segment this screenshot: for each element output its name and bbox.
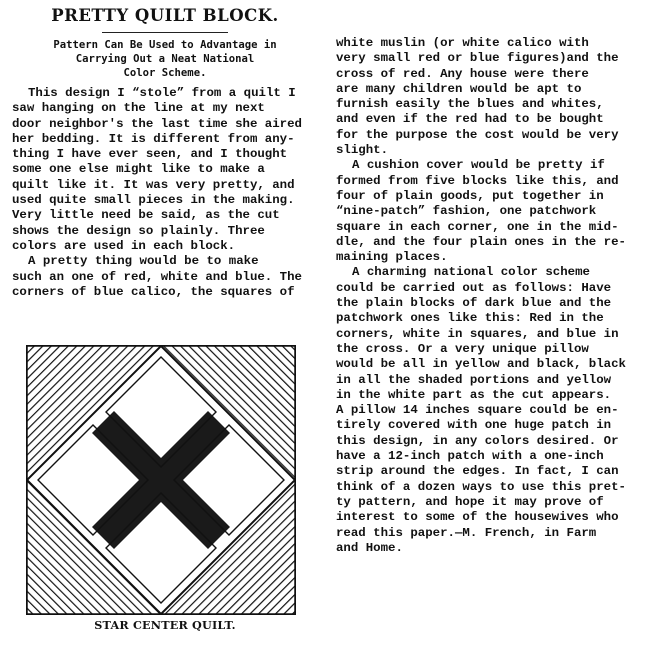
text-line: A pillow 14 inches square could be en- (336, 403, 619, 418)
text-line: furnish easily the blues and whites, (336, 97, 604, 112)
article-title: PRETTY QUILT BLOCK. (51, 6, 279, 25)
text-line: are many children would be apt to (336, 81, 582, 96)
text-line: saw hanging on the line at my next (12, 101, 265, 116)
subhead-line: Carrying Out a Neat National (75, 53, 255, 65)
right-column (336, 36, 642, 556)
text-line: read this paper.—M. French, in Farm (336, 525, 597, 540)
text-line: corners, white in squares, and blue in (336, 326, 619, 341)
paragraph (336, 265, 642, 556)
text-line: would be all in yellow and black, black (336, 357, 626, 372)
text-line: this design, in any colors desired. Or (336, 433, 619, 448)
text-line: colors are used in each block. (12, 238, 236, 253)
text-line: This design I “stole” from a quilt I (28, 86, 296, 100)
text-line: shows the design so plainly. Three (12, 223, 265, 238)
text-line: her bedding. It is different from any- (12, 131, 295, 146)
text-line: for the purpose the cost would be very (336, 127, 619, 142)
text-line: white muslin (or white calico with (336, 36, 589, 50)
text-line: A charming national color scheme (352, 265, 590, 280)
text-line: and even if the red had to be bought (336, 112, 604, 127)
text-line: door neighbor's the last time she aired (12, 116, 302, 131)
text-line: very small red or blue figures)and the (336, 51, 619, 66)
text-line: cross of red. Any house were there (336, 66, 589, 81)
text-line: think of a dozen ways to use this pret- (336, 479, 626, 494)
subhead-line: Color Scheme. (123, 67, 207, 79)
subhead-line: Pattern Can Be Used to Advantage in (53, 39, 277, 51)
text-line: formed from five blocks like this, and (336, 173, 619, 188)
text-line: quilt like it. It was very pretty, and (12, 177, 295, 192)
figure-caption: STAR CENTER QUILT. (94, 618, 236, 632)
text-line: A cushion cover would be pretty if (352, 158, 605, 173)
article-subhead (12, 38, 318, 80)
text-line: four of plain goods, put together in (336, 188, 604, 203)
text-line: dle, and the four plain ones in the re- (336, 234, 626, 249)
text-line: the cross. Or a very unique pillow (336, 341, 589, 356)
text-line: corners of blue calico, the squares of (12, 284, 295, 299)
text-line: A pretty thing would be to make (28, 254, 259, 269)
text-line: and Home. (336, 540, 403, 555)
text-line: “nine-patch” fashion, one patchwork (336, 204, 597, 219)
text-line: some one else might like to make a (12, 162, 265, 177)
text-line: Very little need be said, as the cut (12, 208, 280, 223)
text-line: thing I have ever seen, and I thought (12, 147, 288, 162)
paragraph (336, 36, 642, 158)
right-body-text (336, 36, 642, 556)
text-line: patchwork ones like this: Red in the (336, 311, 604, 326)
text-line: slight. (336, 143, 389, 158)
paragraph (12, 254, 318, 300)
paragraph (12, 86, 318, 254)
text-line: maining places. (336, 250, 448, 265)
text-line: strip around the edges. In fact, I can (336, 464, 619, 479)
left-body-text (12, 86, 318, 300)
text-line: ty pattern, and hope it may prove of (336, 494, 604, 509)
title-rule (102, 32, 228, 33)
text-line: tirely covered with one huge patch in (336, 418, 612, 433)
text-line: the plain blocks of dark blue and the (336, 296, 612, 311)
text-line: could be carried out as follows: Have (336, 280, 612, 295)
paragraph (336, 158, 642, 265)
text-line: square in each corner, one in the mid- (336, 219, 619, 234)
left-column (12, 6, 318, 300)
text-line: interest to some of the housewives who (336, 510, 619, 525)
quilt-block-illustration (26, 345, 296, 615)
text-line: have a 12-inch patch with a one-inch (336, 449, 604, 464)
text-line: such an one of red, white and blue. The (12, 269, 302, 284)
text-line: in all the shaded portions and yellow (336, 372, 612, 387)
text-line: used quite small pieces in the making. (12, 193, 295, 208)
text-line: in the white part as the cut appears. (336, 387, 612, 402)
